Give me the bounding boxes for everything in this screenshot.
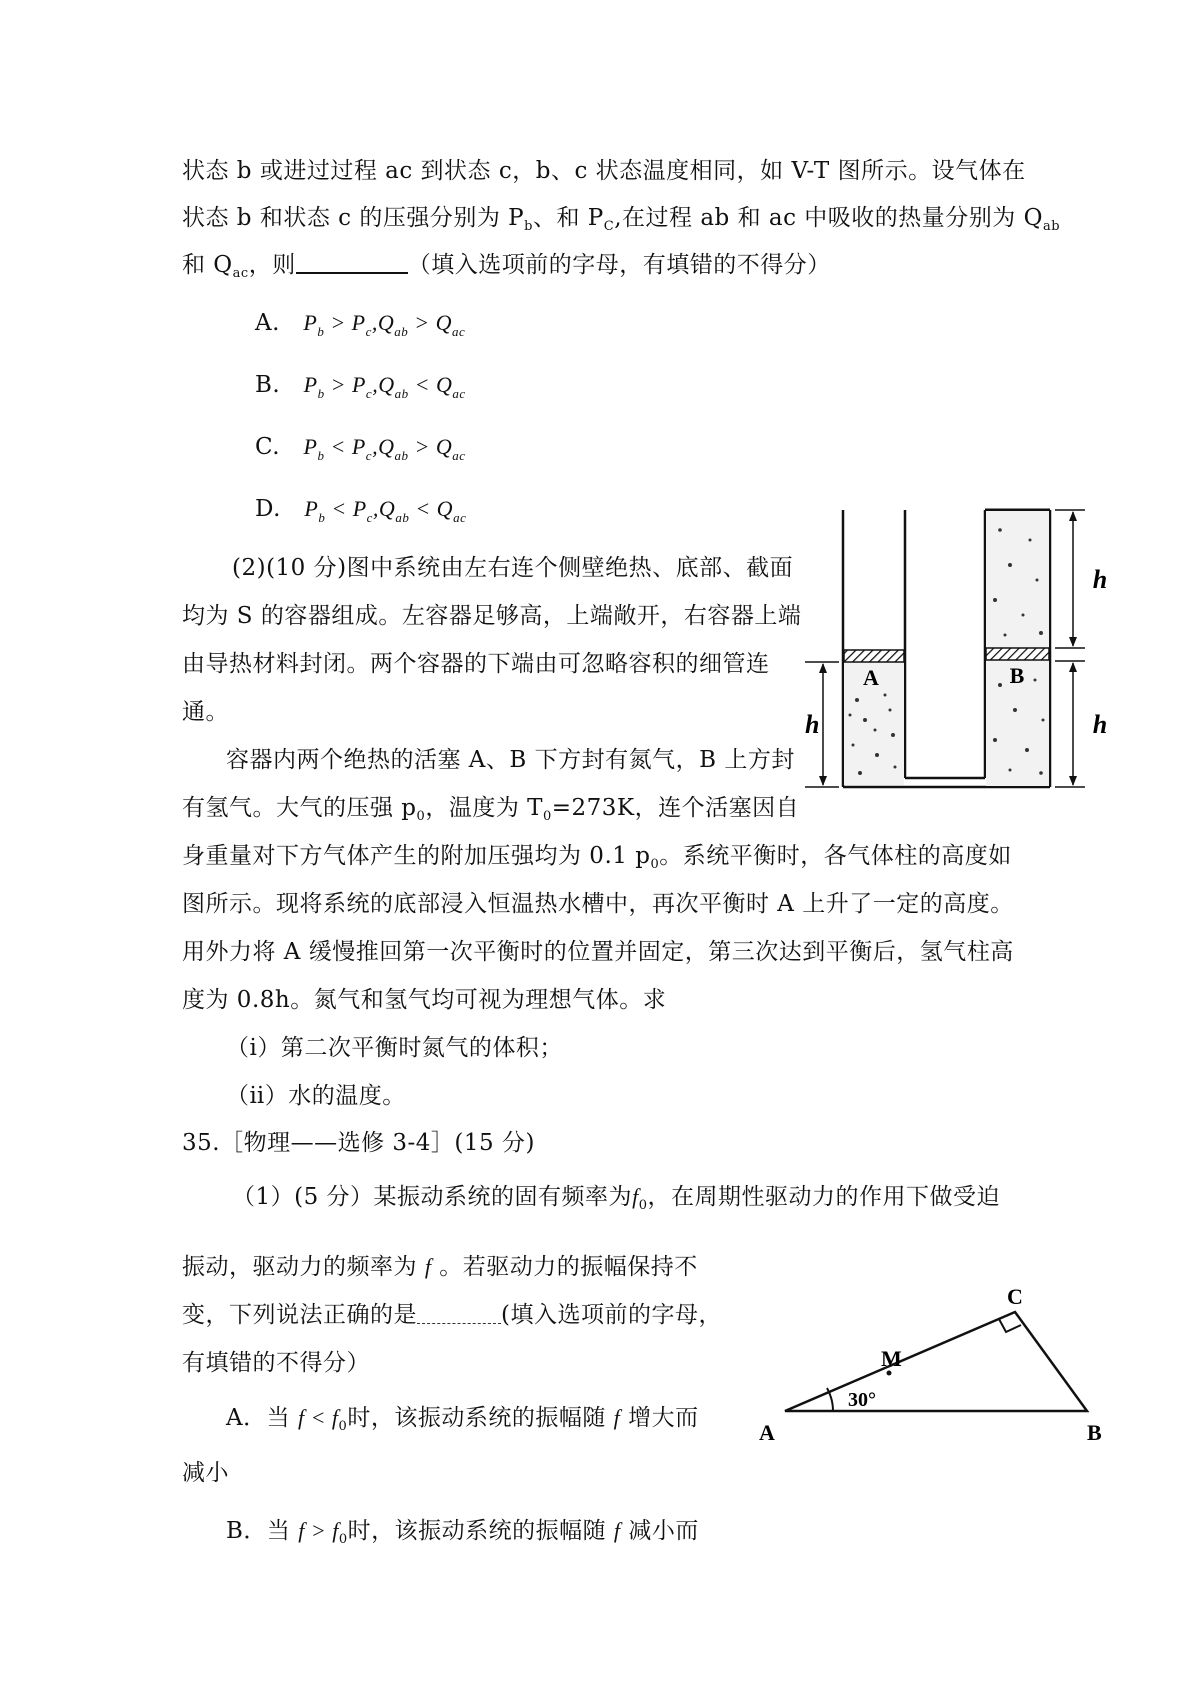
relation: > [310,1518,327,1543]
subscript: c [365,324,372,339]
var-q: Q [378,372,395,397]
option-b: B. $P_b > P_c,Q_{ab} < Q_{ac}$ [255,372,466,401]
text-segment: ，则 [248,252,296,278]
text-line: 通。 [182,699,229,725]
text-segment: A．当 [226,1405,291,1431]
point-m [887,1371,892,1376]
var-f: f [331,1405,339,1430]
var-p: P [352,496,367,521]
relation: < [330,434,346,459]
subscript: 0 [416,809,426,824]
subscript: 0 [650,857,660,872]
label-h: h [805,710,820,739]
relation: < [331,496,347,521]
text-segment: 减小而 [628,1518,699,1544]
var-f: f [332,1518,339,1543]
var-p: P [351,434,366,459]
text-line [182,250,831,289]
label-a: A [863,665,879,690]
hydrogen-gas [986,511,1049,648]
subscript: ac [453,510,467,525]
text-segment: （1）(5 分）某振动系统的固有频率为 [232,1184,633,1210]
text-line: 用外力将 A 缓慢推回第一次平衡时的位置并固定，第三次达到平衡后，氢气柱高 [182,939,1014,965]
option-label: B. [255,372,281,398]
subscript: ab [394,448,409,463]
subscript: ab [1042,219,1061,234]
relation: > [330,310,346,335]
text-segment: 变，下列说法正确的是 [182,1302,417,1328]
var-q: Q [378,496,396,521]
text-line: 度为 0.8h。氮气和氢气均可视为理想气体。求 [182,987,667,1013]
var-f: f [613,1518,621,1543]
var-q: Q [435,310,453,335]
text-line [182,1252,698,1282]
var-f: f [613,1405,621,1430]
subscript: b [317,386,325,401]
subscript: C [603,219,615,234]
var-f: f [297,1405,305,1430]
relation: < [414,372,430,397]
var-f: f [424,1254,432,1279]
subscript: 0 [338,1419,348,1434]
text-line [182,203,1060,242]
text-line: 减小 [182,1460,229,1486]
label-a: A [759,1420,775,1445]
label-h: h [1092,565,1108,594]
var-f: f [298,1518,305,1543]
triangle-diagram [745,1280,1135,1450]
var-p: P [304,496,319,521]
subscript: ac [452,448,466,463]
text-segment: 状态 b 和状态 c 的压强分别为 P [182,205,525,231]
var-p: P [351,372,366,397]
var-p: P [351,310,366,335]
option-label: A. [255,310,280,336]
text-line [182,841,1012,880]
text-line [182,1300,722,1330]
text-segment: 、和 P [532,205,604,231]
subscript: ab [394,386,409,401]
var-q: Q [435,372,453,397]
option-label: C. [255,434,281,460]
subscript: ab [394,324,409,339]
subscript: b [317,324,325,339]
text-segment: (填入选项前的字母， [501,1302,722,1328]
text-line [182,793,799,832]
option-c: C. $P_b < P_c,Q_{ab} > Q_{ac}$ [255,434,466,463]
subscript: ab [395,510,410,525]
section-header: 35.［物理——选修 3-4］(15 分) [182,1130,535,1156]
subscript: c [365,448,373,463]
text-segment: ,在过程 ab 和 ac 中吸收的热量分别为 Q [614,205,1043,231]
subscript: b [524,219,533,234]
subscript: c [366,510,373,525]
label-b: B [1009,663,1025,688]
var-f: f [632,1184,639,1209]
text-segment: 增大而 [628,1405,699,1431]
text-segment: 振动，驱动力的频率为 [182,1254,417,1280]
text-segment: =273K，连个活塞因自 [551,795,800,821]
text-line: 图所示。现将系统的底部浸入恒温热水槽中，再次平衡时 A 上升了一定的高度。 [182,891,1014,917]
text-segment: 身重量对下方气体产生的附加压强均为 0.1 p [182,843,651,869]
subscript: ac [232,266,249,281]
subscript: c [365,386,373,401]
text-line: 状态 b 或进过过程 ac 到状态 c，b、c 状态温度相同，如 V-T 图所示。设气体在 [182,158,1026,184]
right-angle-marker [999,1319,1021,1332]
subscript: 0 [338,1532,348,1547]
text-line: （ⅱ）水的温度。 [226,1083,406,1109]
option-label: D. [255,496,281,522]
relation: < [415,496,431,521]
text-segment: 。系统平衡时，各气体柱的高度如 [659,843,1012,869]
label-h: h [1092,710,1108,739]
var-p: P [303,310,318,335]
var-q: Q [378,434,395,459]
answer-blank[interactable] [417,1301,501,1324]
var-q: Q [435,434,453,459]
text-segment: ，温度为 T [425,795,543,821]
subscript: b [317,448,325,463]
text-line: 由导热材料封闭。两个容器的下端由可忽略容积的细管连 [182,651,770,677]
relation: < [310,1405,326,1430]
answer-blank[interactable] [296,250,408,274]
container-diagram [805,505,1125,795]
label-c: C [1007,1284,1023,1309]
var-q: Q [436,496,454,521]
text-line: （ⅰ）第二次平衡时氮气的体积； [226,1035,563,1061]
text-segment: 和 Q [182,252,233,278]
var-p: P [303,372,318,397]
angle-label: 30° [848,1389,876,1411]
subscript: b [318,510,326,525]
option-a: A. $P_b > P_c,Q_{ab} > Q_{ac}$ [255,310,466,339]
text-line: (2)(10 分)图中系统由左右连个侧壁绝热、底部、截面 [232,555,794,581]
text-line: 均为 S 的容器组成。左容器足够高，上端敞开，右容器上端 [182,603,802,629]
text-segment: B．当 [226,1518,291,1544]
text-segment: 时，该振动系统的振幅随 [347,1405,606,1431]
text-segment: 时，该振动系统的振幅随 [347,1518,607,1544]
var-q: Q [377,310,395,335]
subscript: 0 [542,809,552,824]
text-segment: 。若驱动力的振幅保持不 [439,1254,698,1280]
text-segment: （填入选项前的字母，有填错的不得分） [407,252,831,278]
subscript: ac [452,324,466,339]
var-p: P [303,434,318,459]
text-line [232,1182,1000,1221]
text-line: 容器内两个绝热的活塞 A、B 下方封有氮气，B 上方封 [226,747,795,773]
option-a [226,1403,699,1442]
subscript: 0 [638,1198,648,1213]
label-b: B [1087,1420,1102,1445]
text-segment: 有氢气。大气的压强 p [182,795,417,821]
relation: > [414,434,430,459]
option-b [226,1516,699,1555]
piston-a [844,650,904,662]
option-d: D. $P_b < P_c,Q_{ab} < Q_{ac}$ [255,496,467,525]
relation: > [414,310,430,335]
label-m: M [881,1346,902,1371]
subscript: ac [452,386,466,401]
piston-b [986,648,1049,660]
text-segment: ，在周期性驱动力的作用下做受迫 [647,1184,1000,1210]
text-line: 有填错的不得分） [182,1350,370,1376]
relation: > [330,372,346,397]
